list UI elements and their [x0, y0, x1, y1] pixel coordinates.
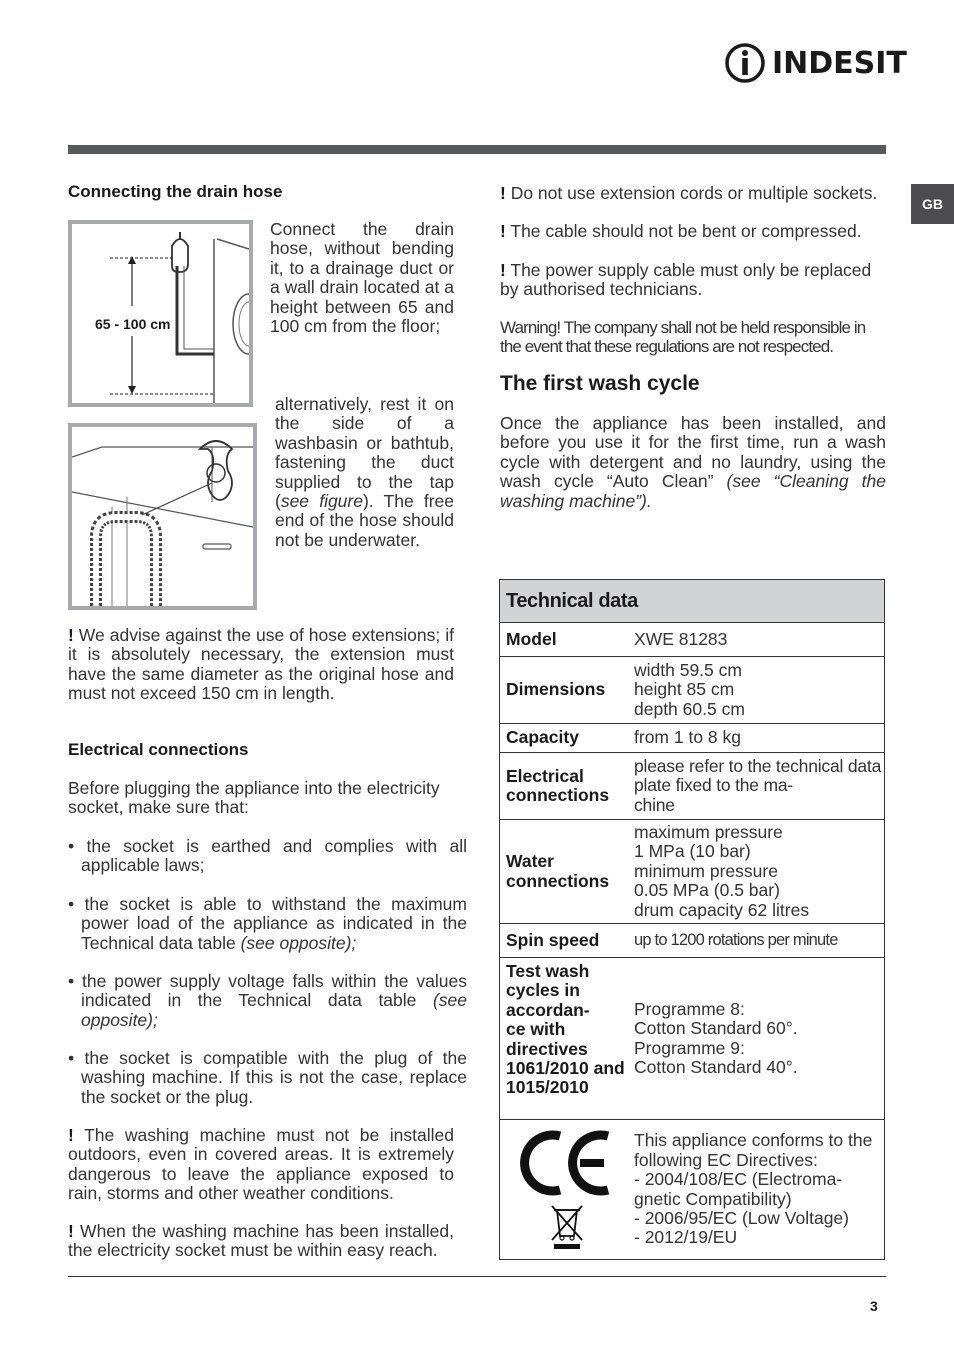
- row-label: Water connections: [506, 851, 610, 891]
- first-wash-text: [500, 414, 886, 511]
- table-row: [500, 820, 884, 924]
- exclamation-mark: !: [500, 183, 506, 203]
- row-label: Dimensions: [506, 679, 606, 700]
- page-number: 3: [870, 1298, 878, 1314]
- row-label: Capacity: [506, 727, 579, 748]
- row-label: Model: [506, 628, 557, 649]
- technical-data-title: Technical data: [500, 580, 884, 623]
- table-row: [500, 753, 884, 820]
- drain-height-figure: [68, 220, 253, 407]
- drain-text-2-part-b: ). The free end of the hose should not be underwater.: [275, 491, 454, 550]
- ce-marks-cell: [500, 1120, 634, 1259]
- exclamation-mark: !: [500, 221, 506, 241]
- note-cable-replaced: [500, 261, 886, 300]
- drain-text-2: [275, 395, 454, 550]
- footer-rule: [68, 1276, 886, 1277]
- extension-advice-text: We advise against the use of hose extensions; if it is absolutely necessary, the extension must have the same diameter as the original hose and must not exceed 150 cm in length.: [68, 625, 454, 704]
- wall-drain-illustration: [72, 224, 249, 403]
- row-label: Spin speed: [506, 929, 600, 950]
- brand-name: INDESIT: [772, 46, 907, 81]
- see-opposite-ref: (see opposite);: [240, 932, 357, 953]
- bathtub-hose-illustration: [72, 427, 253, 606]
- ce-mark-icon: [516, 1128, 616, 1198]
- note-extension-cords: [500, 184, 886, 203]
- exclamation-mark: !: [68, 1125, 74, 1145]
- table-row: [500, 724, 884, 753]
- outdoor-warning: [68, 1126, 454, 1204]
- row-value: from 1 to 8 kg: [634, 727, 741, 748]
- bullet-voltage: [68, 972, 467, 1030]
- drain-hose-heading: Connecting the drain hose: [68, 182, 283, 201]
- responsibility-warning: Warning! The company shall not be held responsible in the event that these regulations are not respected.: [500, 318, 866, 357]
- extension-advice: [68, 626, 454, 704]
- row-value: maximum pressure 1 MPa (10 bar) minimum pressure 0.05 MPa (0.5 bar) drum capacity 62 litres: [634, 821, 810, 920]
- row-label: Test wash cycles in accordan- ce with directives 1061/2010 and 1015/2010: [506, 961, 625, 1098]
- ce-directives-text: This appliance conforms to the following EC Directives: - 2004/108/EC (Electroma- gnetic Compatibility) - 2006/95/EC (Low Voltage) - 2012/19/EU: [634, 1130, 873, 1248]
- weee-bin-icon: [549, 1204, 585, 1250]
- drain-text-1: Connect the drain hose, without bending it, to a drainage duct or a wall drain located at a height between 65 and 100 cm from the floor;: [270, 219, 454, 337]
- bathtub-figure: [68, 423, 257, 610]
- exclamation-mark: !: [68, 1221, 74, 1241]
- socket-reach-text: When the washing machine has been installed, the electricity socket must be within easy reach.: [68, 1221, 454, 1261]
- socket-reach-note: [68, 1222, 454, 1261]
- electrical-intro: Before plugging the appliance into the electricity socket, make sure that:: [68, 778, 440, 818]
- bullet-plug: • the socket is compatible with the plug of the washing machine. If this is not the case, replace the socket or the plug.: [68, 1048, 467, 1107]
- height-range-label: 65 - 100 cm: [95, 316, 171, 332]
- logo-i-icon: [724, 42, 768, 84]
- first-wash-heading: The first wash cycle: [500, 372, 700, 395]
- table-row: [500, 1120, 884, 1259]
- note-1-text: Do not use extension cords or multiple sockets.: [505, 183, 878, 203]
- header-rule: [68, 145, 886, 154]
- see-opposite-ref: (see opposite);: [81, 990, 467, 1030]
- table-row: [500, 657, 884, 724]
- row-value: please refer to the technical data plate fixed to the ma- chine: [634, 755, 882, 815]
- technical-data-table: [499, 579, 885, 1260]
- row-value: XWE 81283: [634, 628, 728, 649]
- indesit-logo: [724, 40, 907, 86]
- bullet-2-text: • the socket is able to withstand the maximum power load of the appliance as indicated in the Technical data table: [68, 894, 467, 953]
- exclamation-mark: !: [500, 260, 506, 280]
- electrical-connections-heading: Electrical connections: [68, 740, 249, 759]
- bullet-power-load: [68, 895, 467, 953]
- note-2-text: The cable should not be bent or compressed.: [505, 221, 862, 241]
- table-row: [500, 924, 884, 958]
- row-value: up to 1200 rotations per minute: [634, 930, 838, 949]
- cleaning-ref: (see “Cleaning the washing machine”).: [500, 471, 886, 511]
- bullet-earthed: • the socket is earthed and complies with all applicable laws;: [68, 836, 467, 876]
- row-value: Programme 8: Cotton Standard 60°. Programme 9: Cotton Standard 40°.: [634, 998, 798, 1077]
- table-row: [500, 958, 884, 1120]
- language-tab: GB: [911, 184, 954, 224]
- table-row: [500, 623, 884, 657]
- first-wash-text-main: Once the appliance has been installed, and before you use it for the first time, run a wash cycle with detergent and no laundry, using the wash cycle “Auto Clean”: [500, 413, 886, 492]
- outdoor-warning-text: The washing machine must not be installed outdoors, even in covered areas. It is extremely dangerous to leave the appliance exposed to rain, storms and other weather conditions.: [68, 1125, 454, 1204]
- see-figure-ref: see figure: [280, 491, 363, 512]
- note-3-text: The power supply cable must only be replaced by authorised technicians.: [500, 260, 872, 300]
- row-value: width 59.5 cm height 85 cm depth 60.5 cm: [634, 659, 745, 719]
- bullet-3-text: • the power supply voltage falls within the values indicated in the Technical data table: [68, 971, 467, 1011]
- note-cable-bent: [500, 222, 886, 241]
- drain-text-2-part-a: alternatively, rest it on the side of a washbasin or bathtub, fastening the duct supplied to the tap (: [275, 394, 454, 512]
- exclamation-mark: !: [68, 625, 74, 645]
- row-label: Electrical connections: [506, 765, 610, 805]
